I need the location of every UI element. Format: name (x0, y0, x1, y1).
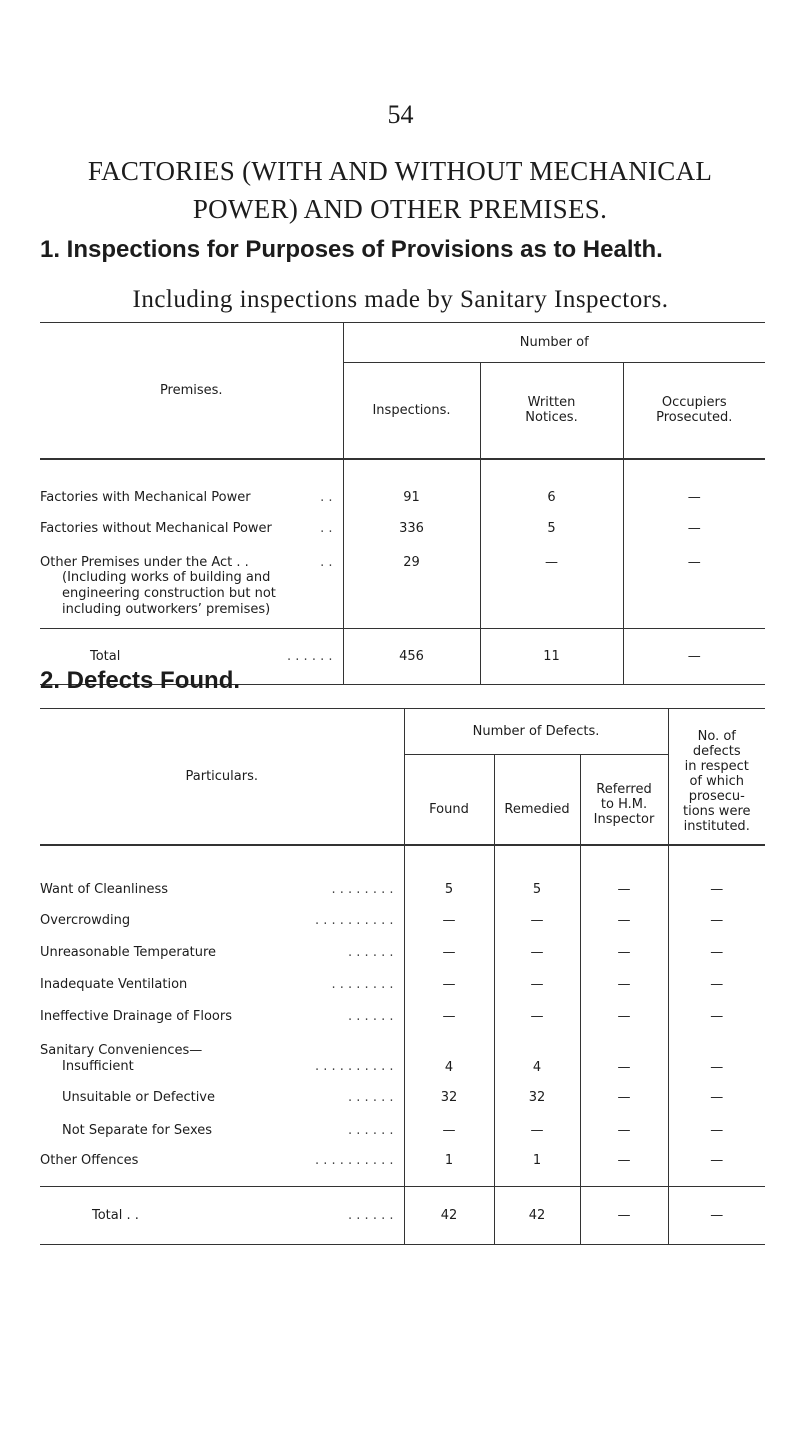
cell-prosecuted: — (623, 511, 765, 547)
sanitary-conveniences-header: Sanitary Conveniences— (40, 1042, 203, 1058)
cell-remedied: — (494, 1115, 580, 1147)
cell-referred: — (580, 1147, 668, 1187)
title-line-2: POWER) AND OTHER PREMISES. (192, 194, 608, 224)
cell-referred: — (580, 905, 668, 937)
col-referred (580, 755, 668, 845)
row-note-line-3: including outworkers’ premises) (62, 601, 271, 617)
cell-prosecutions: — (668, 1001, 765, 1033)
col-referred-line-3: Inspector (593, 811, 655, 827)
leader-dots: . . . . . . (348, 1009, 394, 1024)
leader-dots: . . . . . . . . (331, 977, 394, 992)
row-note-line-2: engineering construction but not (62, 585, 276, 601)
cell-found: 4 (404, 1033, 494, 1081)
table-row (40, 511, 765, 547)
row-label (40, 511, 343, 547)
col-referred-line-2: to H.M. (600, 796, 648, 812)
leader-dots: . . (320, 521, 333, 536)
page-number: 54 (387, 100, 414, 129)
section-2-heading: 2. Defects Found. (40, 667, 241, 694)
cell-found: — (404, 937, 494, 969)
row-label-text: Overcrowding (40, 913, 131, 928)
cell-remedied: 5 (494, 845, 580, 905)
leader-dots: . . . . . . (348, 1090, 394, 1105)
leader-dots: . . . . . . . . . . (314, 913, 394, 928)
cell-notices: 5 (480, 511, 623, 547)
leader-dots: . . (320, 554, 333, 570)
total-found: 42 (404, 1187, 494, 1245)
cell-found: — (404, 905, 494, 937)
total-inspections: 456 (343, 629, 480, 685)
cell-prosecutions: — (668, 1147, 765, 1187)
cell-prosecutions: — (668, 969, 765, 1001)
col-prosecutions-line-1: No. of (697, 729, 736, 744)
cell-remedied: 1 (494, 1147, 580, 1187)
cell-notices: 6 (480, 459, 623, 511)
row-label (40, 1115, 404, 1147)
cell-referred: — (580, 937, 668, 969)
table-row (40, 905, 765, 937)
row-label-text: Factories with Mechanical Power (40, 489, 251, 505)
col-occupiers-prosecuted-line-1: Occupiers (661, 395, 727, 411)
table-row (40, 547, 765, 629)
leader-dots: . . . . . . (348, 1123, 394, 1138)
leader-dots: . . . . . . (348, 1208, 394, 1223)
table-row (40, 937, 765, 969)
table-row (40, 1001, 765, 1033)
cell-remedied: — (494, 1001, 580, 1033)
row-label (40, 845, 404, 905)
row-label (40, 937, 404, 969)
total-referred: — (580, 1187, 668, 1245)
cell-referred: — (580, 1081, 668, 1115)
col-prosecutions (668, 709, 765, 845)
table-row (40, 459, 765, 511)
cell-found: — (404, 1001, 494, 1033)
row-label (40, 969, 404, 1001)
total-label-text: Total (90, 649, 121, 664)
total-label-text: Total . . (92, 1208, 139, 1223)
defects-table (40, 708, 765, 1245)
row-label-text: Not Separate for Sexes (62, 1123, 213, 1138)
col-occupiers-prosecuted-line-2: Prosecuted. (656, 410, 733, 426)
section-1-subtitle: Including inspections made by Sanitary Inspectors. (132, 286, 669, 313)
row-label (40, 547, 343, 629)
total-notices: 11 (480, 629, 623, 685)
col-premises: Premises. (40, 323, 343, 459)
col-inspections: Inspections. (343, 363, 480, 459)
row-label (40, 1147, 404, 1187)
title-line-1: FACTORIES (WITH AND WITHOUT MECHANICAL (87, 156, 713, 186)
cell-prosecuted: — (623, 459, 765, 511)
col-remedied: Remedied (494, 755, 580, 845)
col-prosecutions-line-6: tions were (683, 804, 751, 819)
cell-remedied: 4 (494, 1033, 580, 1081)
row-label-text: Inadequate Ventilation (40, 977, 188, 992)
col-referred-line-1: Referred (596, 781, 652, 797)
table-row (40, 1147, 765, 1187)
leader-dots: . . (320, 489, 333, 505)
total-prosecuted: — (623, 629, 765, 685)
main-title (40, 152, 760, 228)
cell-referred: — (580, 845, 668, 905)
row-label-text: Other Premises under the Act . . (40, 554, 249, 570)
cell-found: 1 (404, 1147, 494, 1187)
cell-remedied: — (494, 905, 580, 937)
cell-remedied: 32 (494, 1081, 580, 1115)
cell-remedied: — (494, 969, 580, 1001)
col-prosecutions-line-4: of which (689, 774, 745, 789)
cell-found: 5 (404, 845, 494, 905)
cell-inspections: 29 (343, 547, 480, 629)
row-note (40, 570, 343, 618)
cell-prosecutions: — (668, 937, 765, 969)
row-label-text: Factories without Mechanical Power (40, 521, 272, 536)
cell-referred: — (580, 1001, 668, 1033)
row-label-text: Insufficient (62, 1058, 134, 1074)
col-group-number-of: Number of (343, 323, 765, 363)
inspections-table (40, 322, 765, 685)
cell-prosecutions: — (668, 1115, 765, 1147)
cell-remedied: — (494, 937, 580, 969)
col-occupiers-prosecuted (623, 363, 765, 459)
cell-referred: — (580, 1115, 668, 1147)
leader-dots: . . . . . . (287, 649, 333, 664)
cell-notices: — (480, 547, 623, 629)
row-label (40, 459, 343, 511)
cell-found: 32 (404, 1081, 494, 1115)
row-label (40, 1001, 404, 1033)
table-row (40, 845, 765, 905)
cell-found: — (404, 1115, 494, 1147)
cell-prosecutions: — (668, 1081, 765, 1115)
row-label (40, 1033, 404, 1081)
col-prosecutions-line-7: instituted. (683, 819, 750, 834)
table-row (40, 969, 765, 1001)
cell-referred: — (580, 969, 668, 1001)
col-written-notices-line-1: Written (527, 395, 576, 411)
total-row (40, 1187, 765, 1245)
cell-prosecuted: — (623, 547, 765, 629)
cell-inspections: 91 (343, 459, 480, 511)
cell-inspections: 336 (343, 511, 480, 547)
row-label-text: Ineffective Drainage of Floors (40, 1009, 233, 1024)
row-label (40, 1081, 404, 1115)
leader-dots: . . . . . . . . . . (314, 1058, 394, 1074)
leader-dots: . . . . . . (348, 945, 394, 960)
cell-prosecutions: — (668, 845, 765, 905)
col-written-notices-line-2: Notices. (525, 410, 578, 426)
cell-found: — (404, 969, 494, 1001)
col-prosecutions-line-2: defects (692, 744, 741, 759)
total-prosecutions: — (668, 1187, 765, 1245)
row-label-text: Unsuitable or Defective (62, 1090, 215, 1105)
table-row (40, 1033, 765, 1081)
col-prosecutions-line-3: in respect (684, 759, 749, 774)
section-1-heading: 1. Inspections for Purposes of Provisions as to Health. (40, 236, 663, 263)
col-particulars: Particulars. (40, 709, 404, 845)
row-label (40, 905, 404, 937)
table-row (40, 1115, 765, 1147)
leader-dots: . . . . . . . . (331, 881, 394, 897)
col-written-notices (480, 363, 623, 459)
row-note-line-1: (Including works of building and (62, 569, 271, 585)
cell-prosecutions: — (668, 1033, 765, 1081)
total-remedied: 42 (494, 1187, 580, 1245)
cell-referred: — (580, 1033, 668, 1081)
col-found: Found (404, 755, 494, 845)
cell-prosecutions: — (668, 905, 765, 937)
row-label-text: Unreasonable Temperature (40, 945, 217, 960)
row-label-text: Other Offences (40, 1152, 139, 1168)
leader-dots: . . . . . . . . . . (314, 1152, 394, 1168)
table-row (40, 1081, 765, 1115)
row-label-text: Want of Cleanliness (40, 881, 169, 897)
col-prosecutions-line-5: prosecu- (688, 789, 745, 804)
col-group-number-of-defects: Number of Defects. (404, 709, 668, 755)
total-label (40, 1187, 404, 1245)
